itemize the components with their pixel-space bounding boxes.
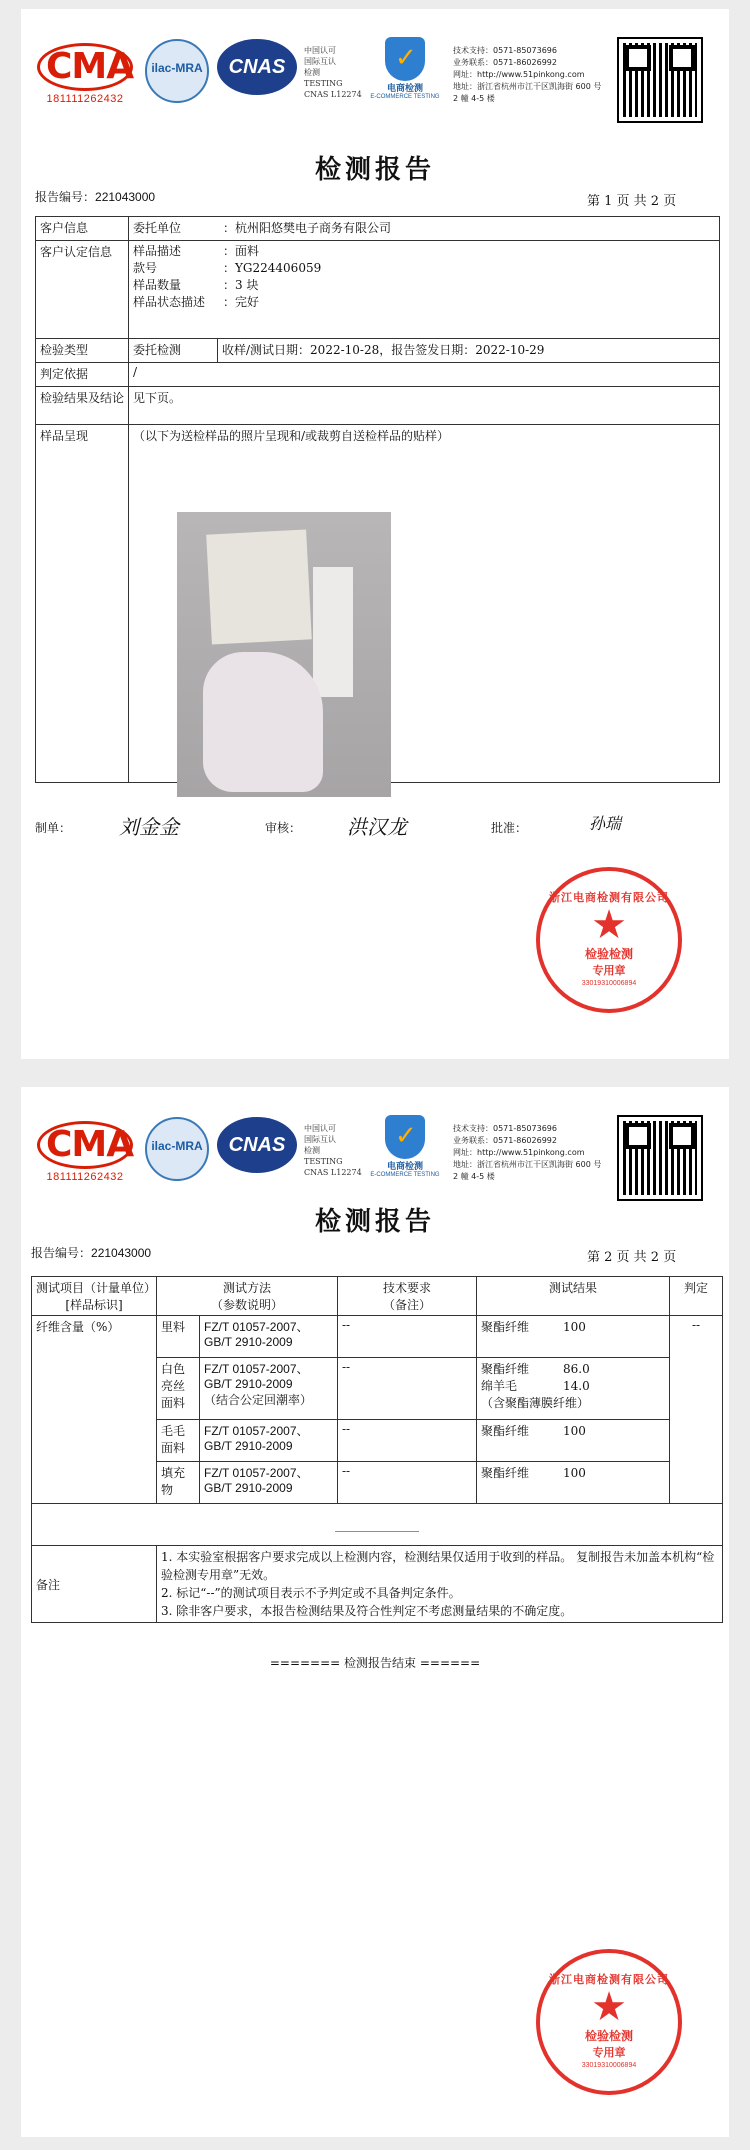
ilac-mra-logo: ilac-MRA (145, 39, 209, 103)
sample-present-note: （以下为送检样品的照片呈现和/或裁剪自送检样品的贴样） (129, 425, 720, 783)
report-end-line: ======= 检测报告结束 ====== (269, 1656, 481, 1670)
fur-fabric-swatch (203, 652, 323, 792)
sample-photo (177, 512, 391, 797)
ecommerce-testing-logo: ✓ 电商检测 E-COMMERCE TESTING (367, 37, 443, 100)
report-header (21, 1087, 729, 1187)
label-sample-present: 样品呈现 (36, 425, 129, 783)
label-judgement-basis: 判定依据 (36, 363, 129, 387)
report-header (21, 9, 729, 109)
label-checked-by: 审核： (265, 821, 302, 835)
client-row: 委托单位 ：杭州阳悠樊电子商务有限公司 (129, 217, 720, 241)
qr-code-icon[interactable] (619, 1117, 701, 1199)
table-row: 白色亮丝面料 FZ/T 01057-2007、GB/T 2910-2009 （结合公定回潮率） -- 聚酯纤维 86.0 绵羊毛 14.0 （含聚酯薄膜纤维） (32, 1358, 723, 1420)
table-row: 纤维含量（%） 里料 FZ/T 01057-2007、GB/T 2910-2009 -- 聚酯纤维 100 -- (32, 1316, 723, 1358)
label-customer-confirm: 客户认定信息 (36, 241, 129, 339)
judgement-value: / (129, 363, 720, 387)
page-indicator: 第 2 页 共 2 页 (587, 1250, 677, 1265)
star-icon: ★ (591, 902, 627, 948)
page-title: 检测报告 (314, 155, 435, 185)
col-result: 测试结果 (477, 1277, 670, 1316)
cma-logo: CMA 181111262432 (37, 1121, 133, 1183)
col-judge: 判定 (670, 1277, 723, 1316)
signature-approved: 孙瑞 (589, 814, 622, 833)
table-row: 毛毛面料 FZ/T 01057-2007、GB/T 2910-2009 -- 聚酯纤维 100 (32, 1420, 723, 1462)
divider-line: ______________ (32, 1504, 723, 1546)
page-indicator: 第 1 页 共 2 页 (587, 194, 677, 209)
report-page-1 (21, 9, 729, 1059)
page-title: 检测报告 (314, 1207, 435, 1237)
table-row: 填充物 FZ/T 01057-2007、GB/T 2910-2009 -- 聚酯纤维 100 (32, 1462, 723, 1504)
contact-info: 技术支持：0571-85073696 业务联系：0571-86026992 网址：http://www.51pinkong.com 地址：浙江省杭州市江干区凯海街 600 号 2 幢 4-5 楼 (453, 1124, 602, 1181)
col-item: 测试项目（计量单位） [样品标识] (32, 1277, 157, 1316)
report-page-2 (21, 1087, 729, 2137)
label-approved-by: 批准： (491, 821, 528, 835)
report-number: 报告编号：221043000 (31, 1246, 152, 1260)
cnas-logo: CNAS (217, 1117, 297, 1173)
judge-value: -- (670, 1316, 723, 1504)
col-requirement: 技术要求 （备注） (338, 1277, 477, 1316)
label-client-info: 客户信息 (36, 217, 129, 241)
contact-info: 技术支持：0571-85073696 业务联系：0571-86026992 网址：http://www.51pinkong.com 地址：浙江省杭州市江干区凯海街 600 号 2 幢 4-5 楼 (453, 46, 602, 103)
official-seal: 浙江电商检测有限公司 ★ 检验检测 专用章 3301931000689​4 (536, 867, 682, 1013)
accreditation-text: 中国认可 国际互认 检测 TESTING CNAS L12274 (304, 46, 362, 99)
test-dates: 收样/测试日期：2022-10-28，报告签发日期：2022-10-29 (218, 339, 720, 363)
cnas-logo: CNAS (217, 39, 297, 95)
star-icon: ★ (591, 1984, 627, 2030)
quilted-fabric-swatch (206, 529, 312, 644)
signature-prepared: 刘金金 (119, 815, 179, 839)
label-notes: 备注 (32, 1546, 157, 1623)
result-value: 见下页。 (129, 387, 720, 425)
label-test-type: 检验类型 (36, 339, 129, 363)
sample-info-block: 样品描述 ：面料 款号 ：YG224406059 样品数量 ：3 块 样品状态描述 ：完好 (129, 241, 720, 339)
cma-logo: CMA 181111262432 (37, 43, 133, 105)
ilac-mra-logo: ilac-MRA (145, 1117, 209, 1181)
report-number: 报告编号：221043000 (35, 190, 156, 204)
col-method: 测试方法 （参数说明） (157, 1277, 338, 1316)
test-results-table (31, 1276, 723, 1623)
notes-block: 1. 本实验室根据客户要求完成以上检测内容，检测结果仅适用于收到的样品。 复制报告未加盖本机构“检验检测专用章”无效。 2. 标记“--”的测试项目表示不予判定或不具备判定条件。 3. 除非客户要求，本报告检测结果及符合性判定不考虑测量结果的不确定度。 (157, 1546, 723, 1623)
test-type-value: 委托检测 (129, 339, 218, 363)
accreditation-text: 中国认可 国际互认 检测 TESTING CNAS L12274 (304, 1124, 362, 1177)
official-seal: 浙江电商检测有限公司 ★ 检验检测 专用章 3301931000689​4 (536, 1949, 682, 2095)
fiber-content-label: 纤维含量（%） (32, 1316, 157, 1504)
sparkle-fabric-swatch (313, 567, 353, 697)
shield-check-icon (385, 1115, 425, 1159)
ecommerce-testing-logo: ✓ 电商检测 E-COMMERCE TESTING (367, 1115, 443, 1178)
label-result-conclusion: 检验结果及结论 (36, 387, 129, 425)
label-prepared-by: 制单： (35, 821, 72, 835)
shield-check-icon (385, 37, 425, 81)
qr-code-icon[interactable] (619, 39, 701, 121)
signature-checked: 洪汉龙 (347, 815, 407, 839)
